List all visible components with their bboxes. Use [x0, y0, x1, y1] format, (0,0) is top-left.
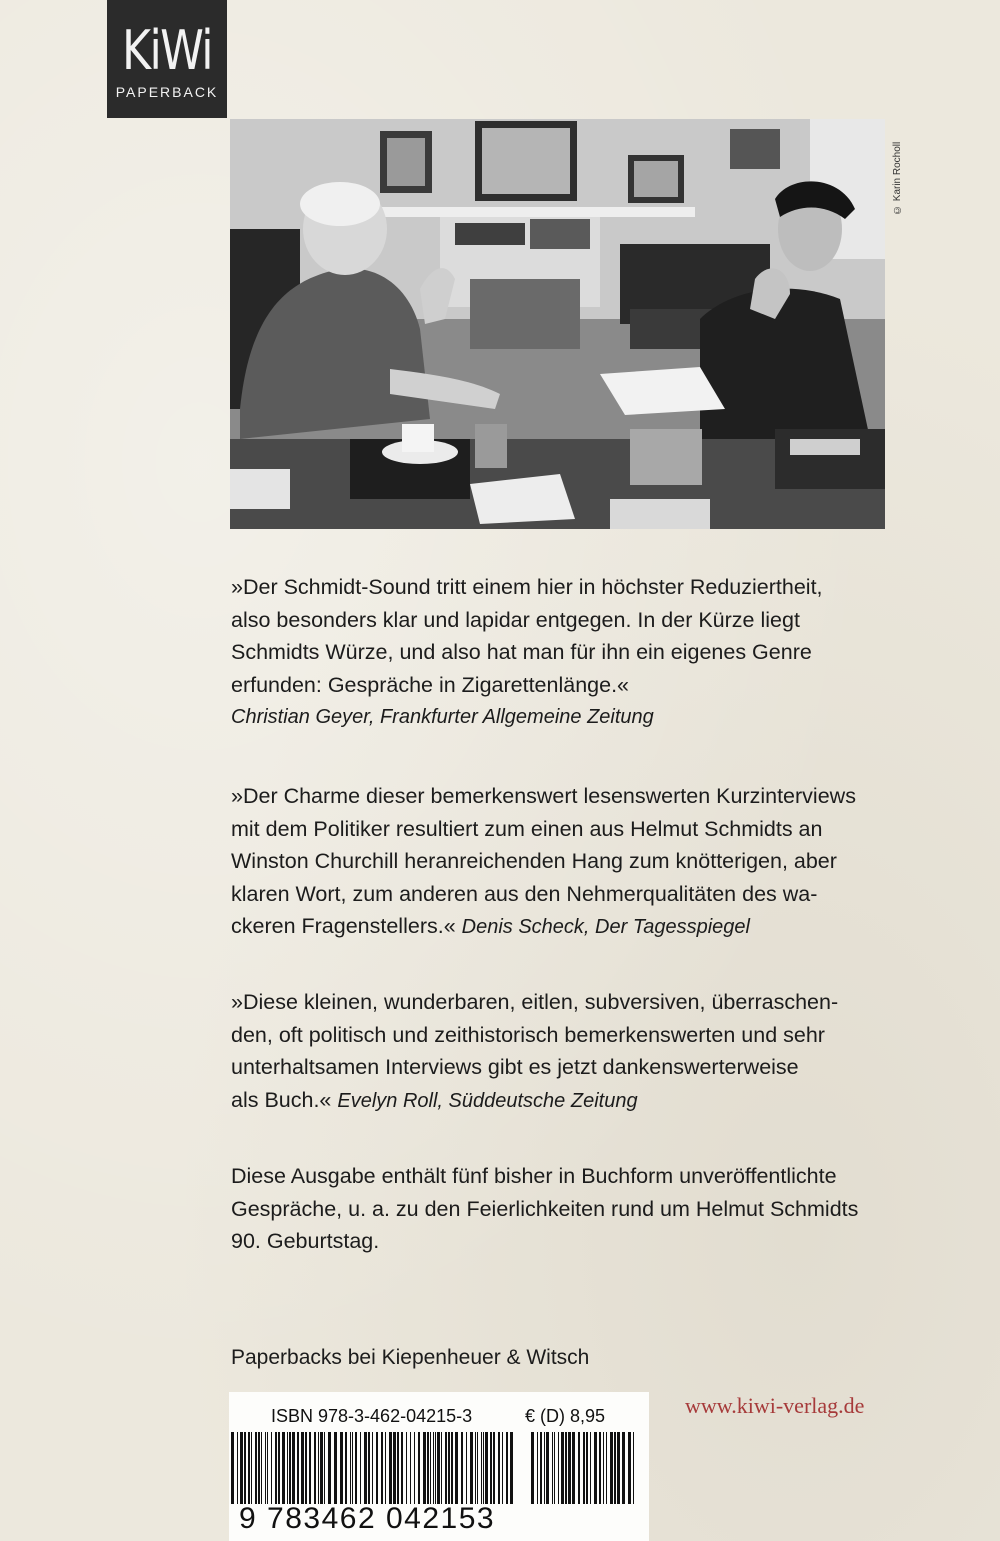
- photo-credit: © Karin Rocholl: [892, 141, 903, 215]
- quote-line: unterhaltsamen Interviews gibt es jetzt dankenswerterweise: [231, 1055, 799, 1079]
- edition-note: [231, 1160, 891, 1258]
- review-quote-2: [231, 780, 891, 944]
- quote-line-last: [231, 1084, 891, 1118]
- quote-source: Denis Scheck, Der Tagesspiegel: [461, 916, 750, 938]
- publisher-line: Paperbacks bei Kiepenheuer & Witsch: [231, 1346, 590, 1369]
- quote-line: den, oft politisch und zeithistorisch bemerkenswerten und sehr: [231, 1022, 825, 1047]
- quote-line: erfunden: Gespräche in Zigarettenlänge.«: [231, 672, 630, 697]
- barcode-box: [229, 1392, 649, 1541]
- note-line: 90. Geburtstag.: [231, 1229, 380, 1253]
- isbn-barcode: [229, 1432, 519, 1504]
- note-line: Gespräche, u. a. zu den Feierlichkeiten rund um Helmut Schmidts: [231, 1196, 859, 1221]
- quote-line: mit dem Politiker resultiert zum einen aus Helmut Schmidts an: [231, 816, 823, 841]
- quote-source: Christian Geyer, Frankfurter Allgemeine Zeitung: [231, 706, 654, 728]
- quote-line: »Der Charme dieser bemerkenswert lesenswerten Kurzinterviews: [231, 784, 856, 808]
- isbn-text: ISBN 978-3-462-04215-3: [271, 1406, 473, 1426]
- quote-line: Schmidts Würze, und also hat man für ihn ein eigenes Genre: [231, 640, 812, 664]
- interview-photo-illustration: [230, 119, 885, 529]
- price-text: € (D) 8,95: [525, 1406, 606, 1426]
- barcode-digits: 9 783462 042153: [239, 1502, 496, 1535]
- quote-last-text: als Buch.«: [231, 1087, 332, 1112]
- logo-subtitle: PAPERBACK: [115, 84, 219, 100]
- quote-line-last: [231, 910, 891, 944]
- review-quote-3: [231, 986, 891, 1117]
- quote-line: also besonders klar und lapidar entgegen. In der Kürze liegt: [231, 607, 800, 632]
- quote-source: Evelyn Roll, Süddeutsche Zeitung: [337, 1089, 638, 1112]
- logo-brand: KiWi: [122, 19, 212, 82]
- kiwi-logo: [107, 0, 227, 118]
- quote-line: »Der Schmidt-Sound tritt einem hier in höchster Reduziertheit,: [231, 575, 823, 599]
- quote-line: Winston Churchill heranreichenden Hang zum knötterigen, aber: [231, 849, 837, 873]
- cover-photo: [230, 119, 885, 529]
- price-barcode: [529, 1432, 639, 1504]
- quote-line: klaren Wort, zum anderen aus den Nehmerqualitäten des wa-: [231, 881, 818, 906]
- review-quote-1: [231, 571, 891, 734]
- note-line: Diese Ausgabe enthält fünf bisher in Buchform unveröffentlichte: [231, 1164, 837, 1188]
- publisher-website: www.kiwi-verlag.de: [685, 1393, 865, 1418]
- quote-last-text: ckeren Fragenstellers.«: [231, 914, 456, 938]
- quote-line: »Diese kleinen, wunderbaren, eitlen, subversiven, überraschen-: [231, 990, 839, 1014]
